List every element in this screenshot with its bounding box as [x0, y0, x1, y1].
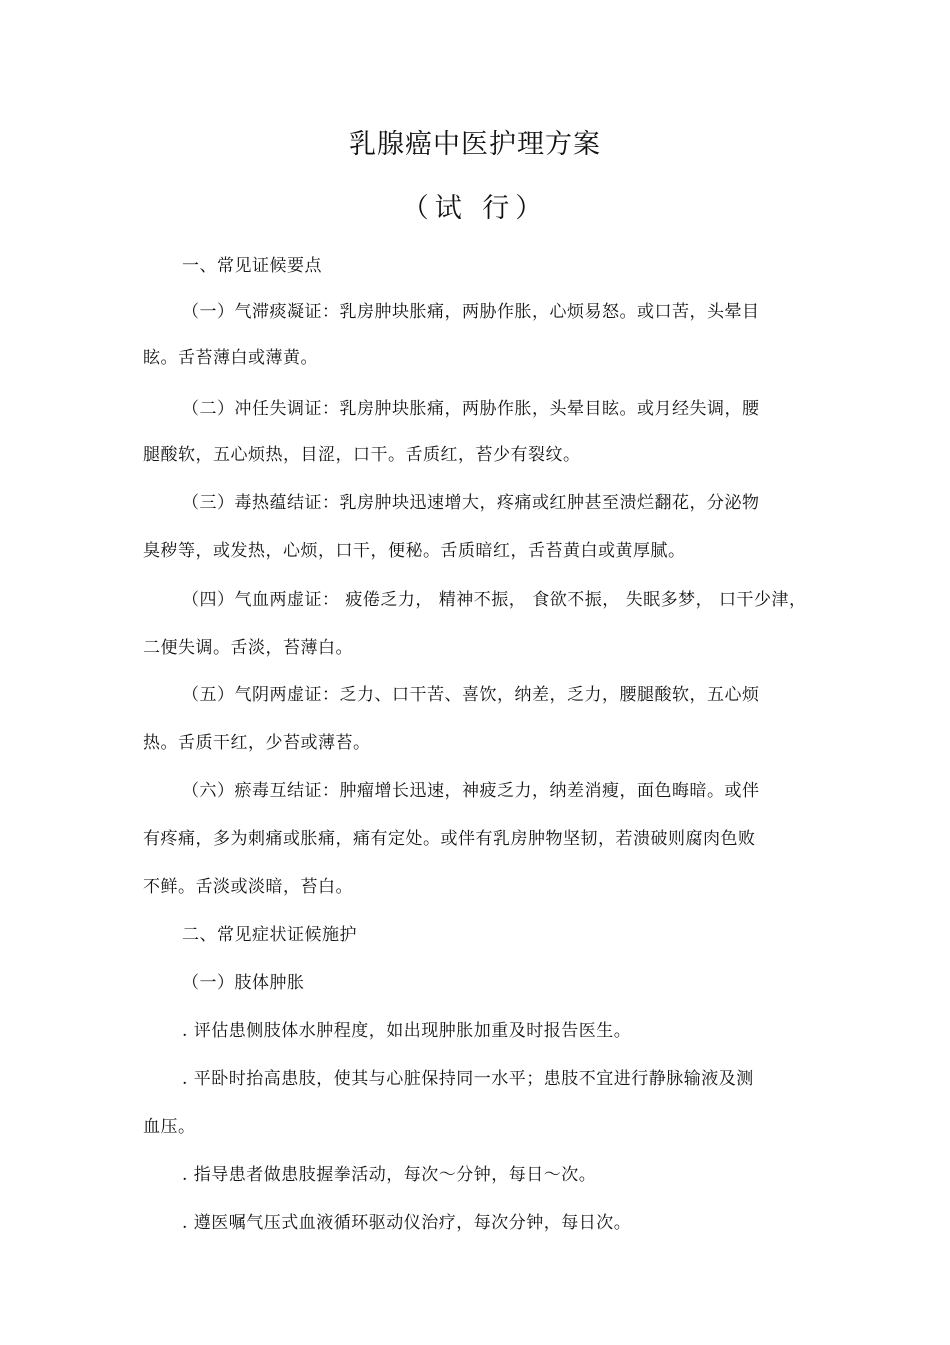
paragraph-line: 有疼痛，多为刺痛或胀痛，痛有定处。或伴有乳房肿物坚韧，若溃破则腐肉色败: [143, 829, 756, 849]
list-item: . 指导患者做患肢握拳活动，每次～分钟，每日～次。: [182, 1165, 597, 1185]
section-heading-2: 二、常见症状证候施护: [182, 925, 357, 945]
paragraph-line: （五）气阴两虚证：乏力、口干苦、喜饮，纳差，乏力，腰腿酸软，五心烦: [182, 685, 760, 705]
document-title: 乳腺癌中医护理方案: [349, 129, 601, 160]
paragraph-line: （一）气滞痰凝证：乳房肿块胀痛，两胁作胀，心烦易怒。或口苦，头晕目: [182, 302, 760, 322]
paragraph-line: 二便失调。舌淡，苔薄白。: [143, 638, 353, 658]
paragraph-line: （二）冲任失调证：乳房肿块胀痛，两胁作胀，头晕目眩。或月经失调，腰: [182, 399, 760, 419]
list-item: . 遵医嘱气压式血液循环驱动仪治疗，每次分钟，每日次。: [182, 1213, 632, 1233]
paragraph-line: 热。舌质干红，少苔或薄苔。: [143, 733, 371, 753]
list-item: . 评估患侧肢体水肿程度，如出现肿胀加重及时报告医生。: [182, 1021, 632, 1041]
paragraph-line: 眩。舌苔薄白或薄黄。: [143, 348, 318, 368]
document-subtitle: （试 行）: [401, 193, 549, 224]
section-heading-1: 一、常见证候要点: [182, 256, 322, 276]
list-item-continuation: 血压。: [143, 1117, 196, 1137]
subsection-heading: （一）肢体肿胀: [182, 973, 305, 993]
paragraph-line: 不鲜。舌淡或淡暗，苔白。: [143, 877, 353, 897]
paragraph-line: （三）毒热蕴结证：乳房肿块迅速增大，疼痛或红肿甚至溃烂翻花，分泌物: [182, 493, 760, 513]
list-item: . 平卧时抬高患肢，使其与心脏保持同一水平；患肢不宜进行静脉输液及测: [182, 1069, 754, 1089]
paragraph-line: （六）瘀毒互结证：肿瘤增长迅速，神疲乏力，纳差消瘦，面色晦暗。或伴: [182, 781, 760, 801]
paragraph-line: （四）气血两虚证： 疲倦乏力， 精神不振， 食欲不振， 失眠多梦， 口干少津，: [182, 590, 807, 610]
paragraph-line: 臭秽等，或发热，心烦，口干，便秘。舌质暗红，舌苔黄白或黄厚腻。: [143, 541, 686, 561]
paragraph-line: 腿酸软，五心烦热，目涩，口干。舌质红，苔少有裂纹。: [143, 445, 581, 465]
